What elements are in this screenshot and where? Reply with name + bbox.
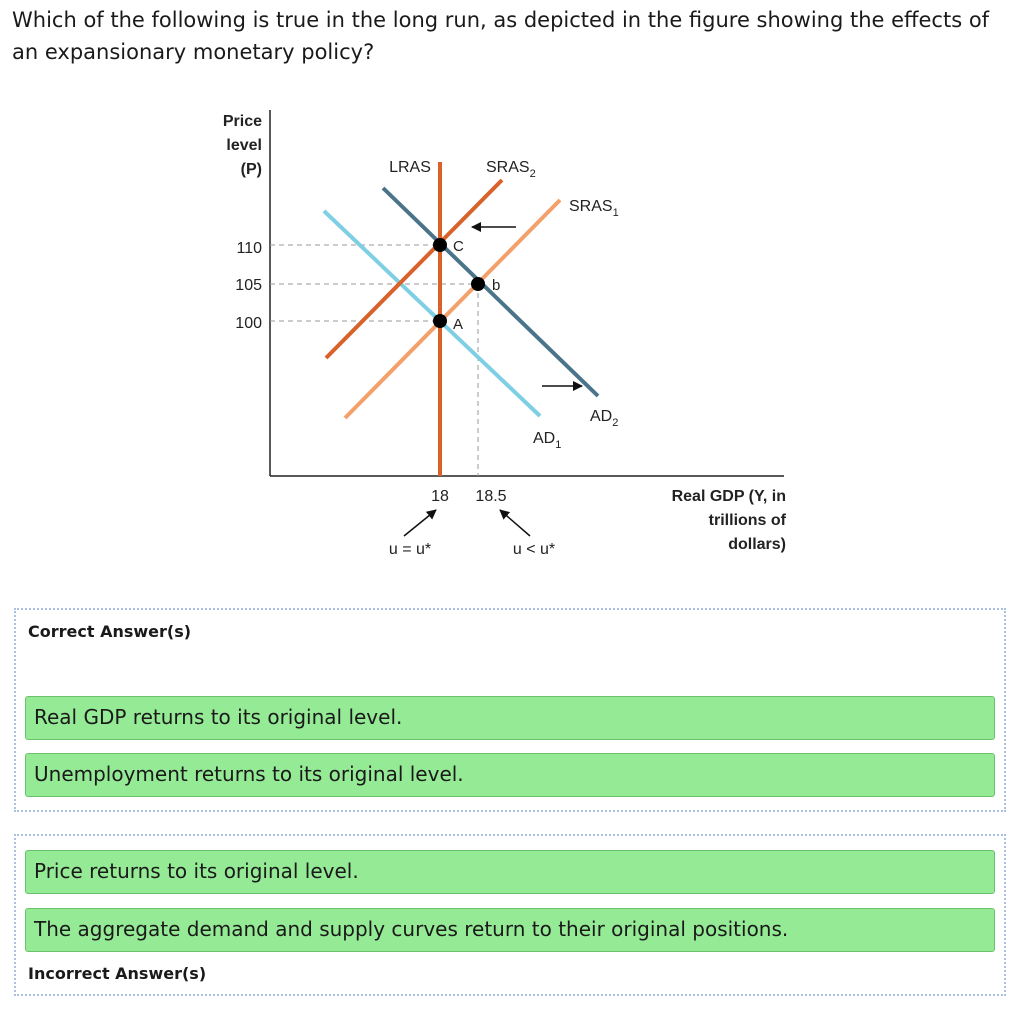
y-tick-110: 110 [236,240,262,257]
x-axis-label-line1: Real GDP (Y, in [671,488,786,505]
below-natural-unemployment-label: u < u* [512,541,556,558]
correct-answers-heading: Correct Answer(s) [28,622,192,641]
question-text: Which of the following is true in the long run, as depicted in the figure showing the effects of an expansionary monetary policy? [12,8,990,64]
ad2-curve [383,188,598,396]
incorrect-answers-heading: Incorrect Answer(s) [28,964,207,983]
ad-as-diagram [0,100,820,570]
natural-unemployment-arrow [404,510,436,536]
correct-answer-option[interactable]: Unemployment returns to its original level. [25,753,995,797]
point-c [433,238,447,252]
sras1-label: $SRAS_1$ [569,198,619,219]
ad2-label: $AD_2$ [590,408,619,429]
y-axis-label-line1: Price [222,113,262,130]
lras-label: LRAS [389,159,431,176]
incorrect-answer-option[interactable]: The aggregate demand and supply curves return to their original positions. [25,908,995,952]
point-a-label: A [453,316,464,333]
x-tick-18-5: 18.5 [475,488,507,505]
incorrect-answer-option[interactable]: Price returns to its original level. [25,850,995,894]
incorrect-answers-section [14,834,1006,996]
y-axis-label-line2: level [226,137,262,154]
sras2-label: $SRAS_2$ [486,159,536,180]
x-tick-18: 18 [431,488,449,505]
point-c-label: C [453,238,464,255]
x-axis-label-line2: trillions of [708,512,786,529]
y-tick-105: 105 [235,277,262,294]
correct-answers-section [14,608,1006,812]
y-tick-100: 100 [235,315,262,332]
point-b [471,277,485,291]
y-axis-label-line3: (P) [240,161,262,178]
x-axis-label-line3: dollars) [728,536,786,553]
ad1-curve [324,211,540,416]
ad1-label: $AD_1$ [533,430,562,451]
point-a [433,314,447,328]
below-natural-unemployment-arrow [500,510,530,536]
correct-answer-option[interactable]: Real GDP returns to its original level. [25,696,995,740]
sras2-curve [326,180,502,358]
natural-unemployment-label: u = u* [388,541,432,558]
point-b-label: b [492,277,501,294]
